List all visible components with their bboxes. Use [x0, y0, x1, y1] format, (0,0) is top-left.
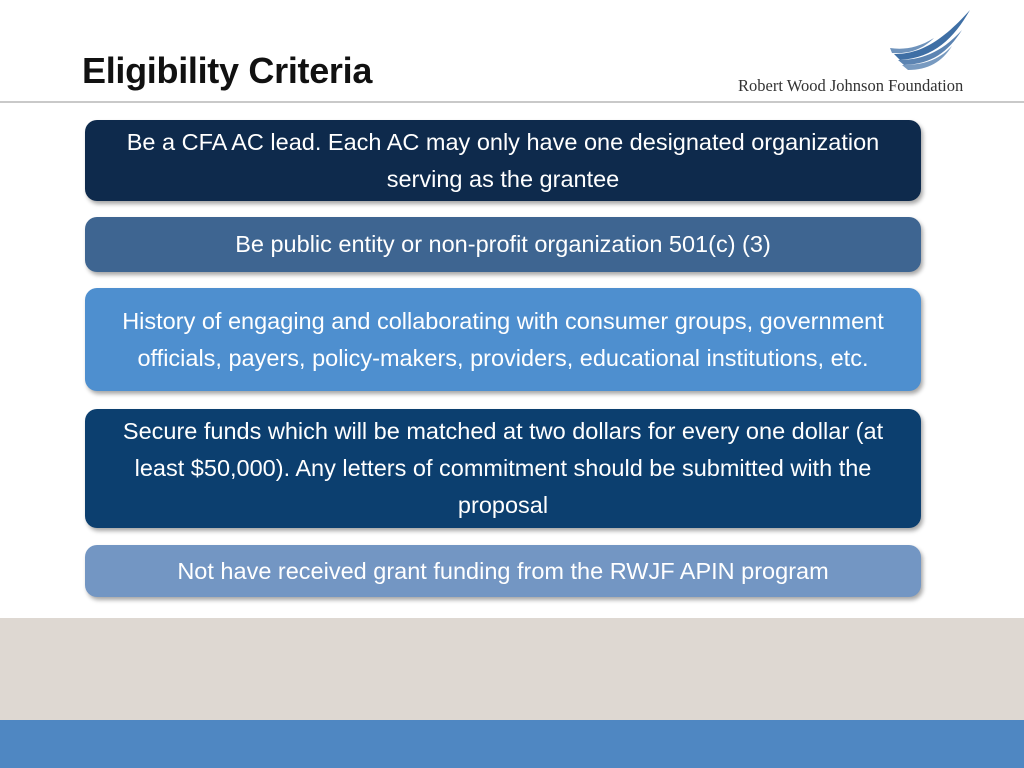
criterion-box-3 — [85, 288, 921, 391]
criterion-box-4 — [85, 409, 921, 528]
footer-bar — [0, 720, 1024, 768]
criterion-text: Secure funds which will be matched at two dollars for every one dollar (at least $50,000). Any letters of commitment should be submitted with the proposal — [122, 418, 884, 518]
logo-text: Robert Wood Johnson Foundation — [738, 76, 964, 95]
footer-band — [0, 618, 1024, 720]
criterion-box-5 — [85, 545, 921, 597]
criterion-text: Be a CFA AC lead. Each AC may only have one designated organization serving as the grantee — [126, 128, 880, 192]
criterion-text: Be public entity or non-profit organization 501(c) (3) — [235, 231, 771, 257]
criterion-box-2 — [85, 217, 921, 272]
wing-icon — [890, 8, 974, 72]
rwjf-logo — [730, 8, 980, 98]
slide-title: Eligibility Criteria — [82, 50, 373, 91]
criterion-box-1 — [85, 120, 921, 201]
criterion-text: Not have received grant funding from the RWJF APIN program — [177, 557, 829, 584]
title-divider — [0, 101, 1024, 103]
criterion-text: History of engaging and collaborating with consumer groups, government officials, payers, policy-makers, providers, educational institutions, etc. — [122, 307, 884, 371]
